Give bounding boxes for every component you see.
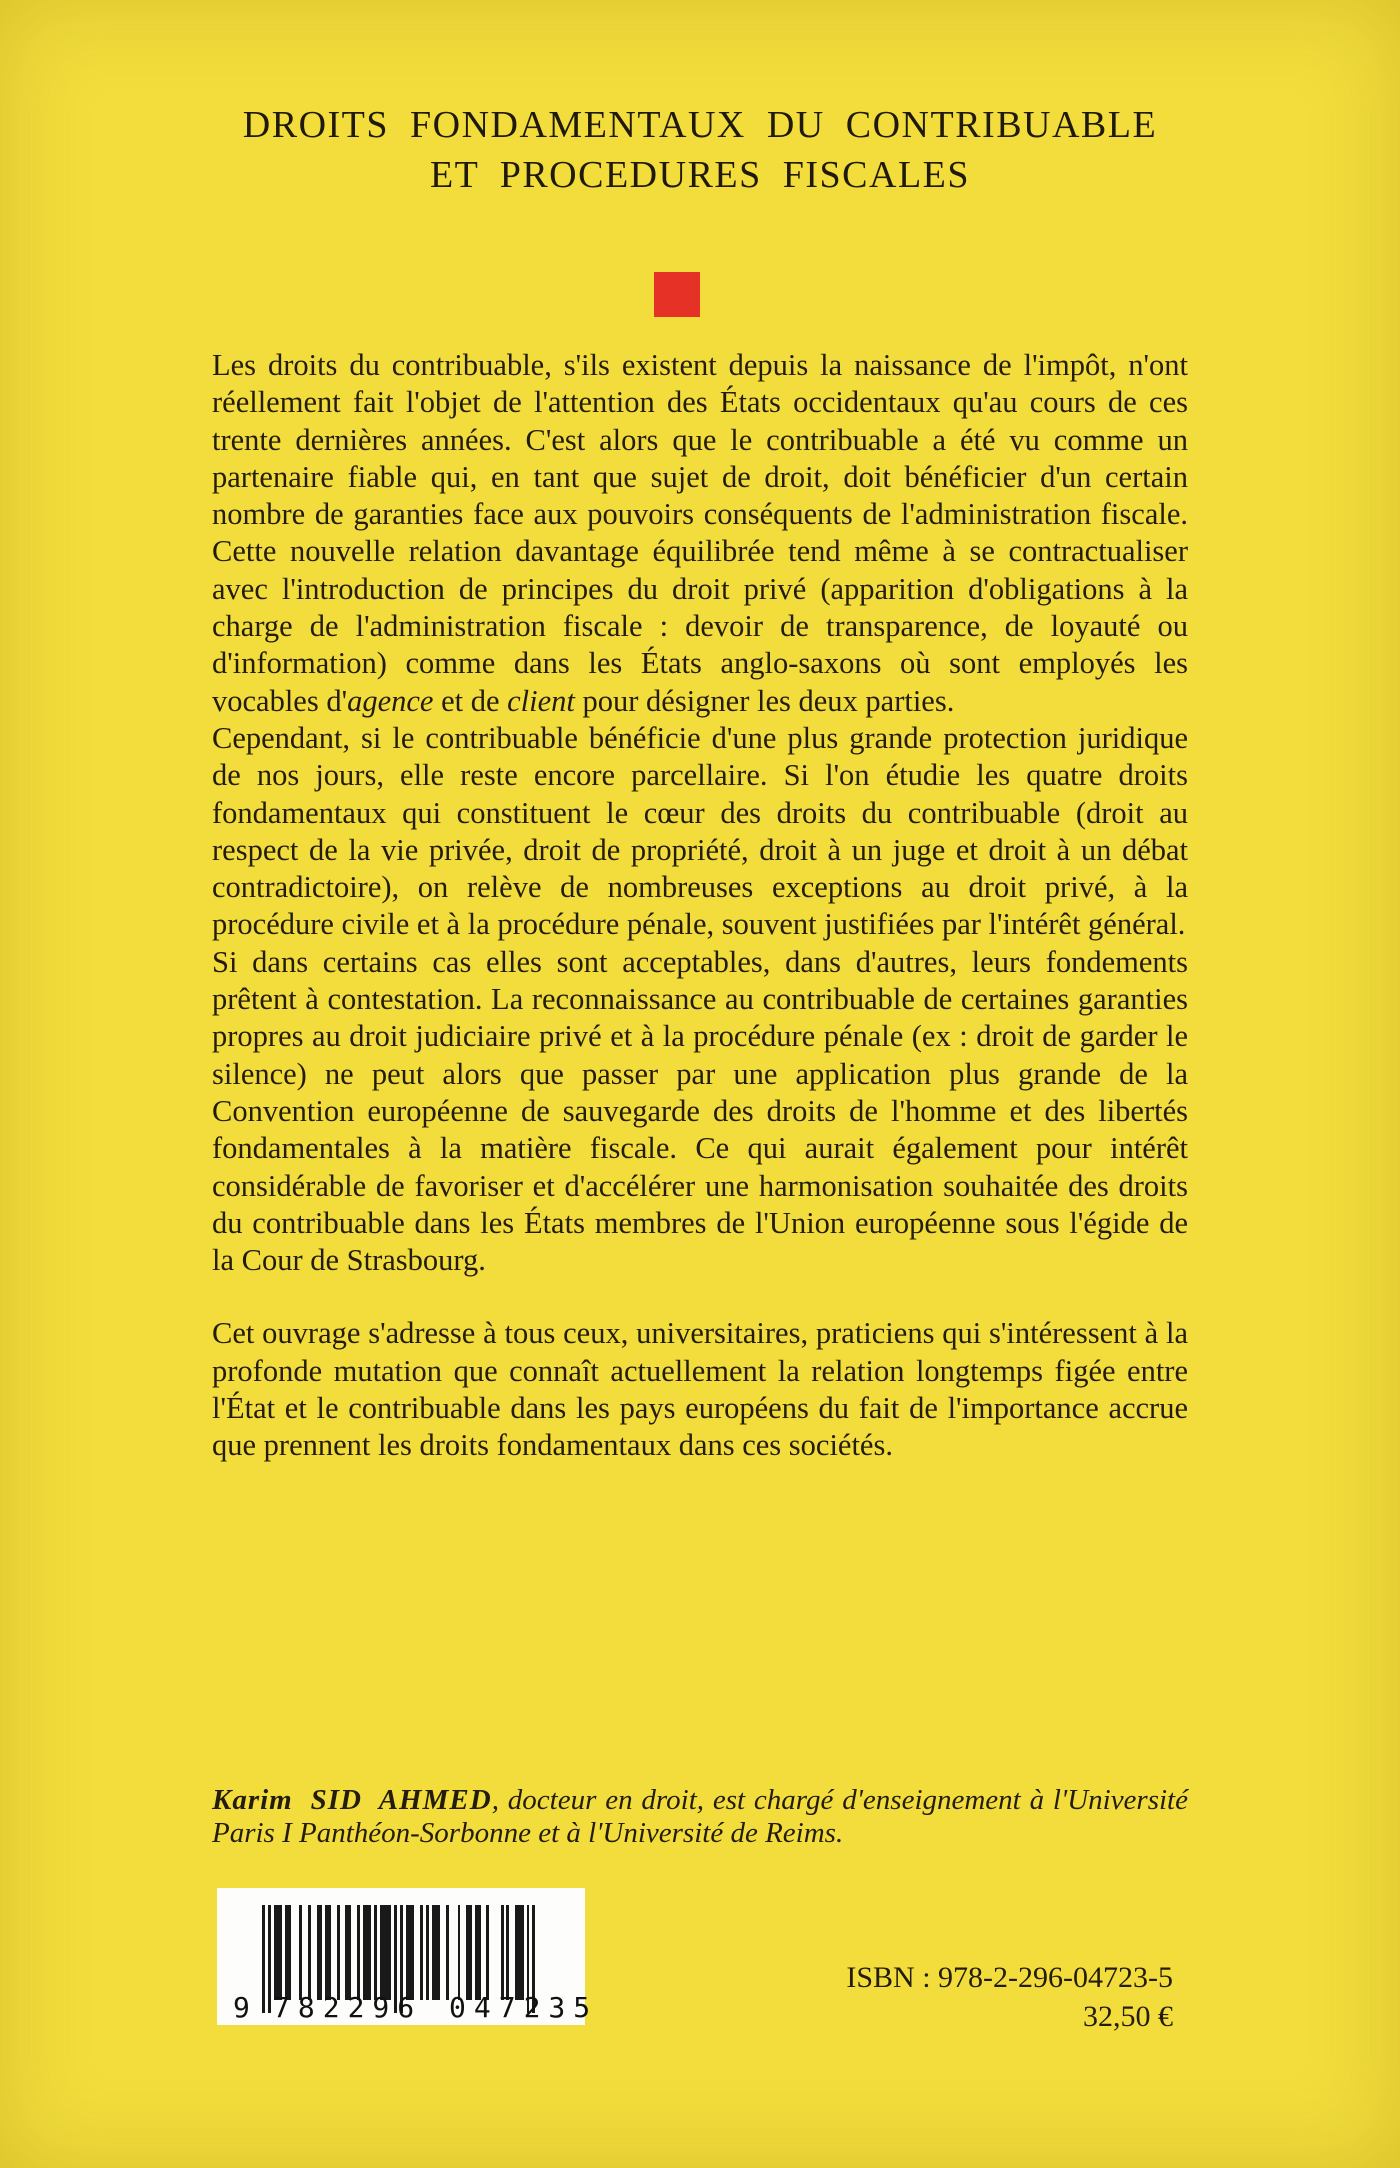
author-bio: , docteur en droit, est chargé d'enseignement à l'Université Paris I Panthéon-Sorbonne et à l'Université de Reims. <box>212 1784 1188 1849</box>
price-text: 32,50 € <box>1083 2000 1173 2033</box>
red-square-decoration <box>654 272 700 317</box>
book-title <box>0 100 1400 200</box>
synopsis-segment: et de <box>433 683 508 718</box>
synopsis-segment: Les droits du contribuable, s'ils existent depuis la naissance de l'impôt, n'ont réellement fait l'objet de l'attention des États occidentaux qu'au cours de ces trente dernières années. C'est alors que le contribuable a été vu comme un partenaire fiable qui, en tant que sujet de droit, doit bénéficier d'un certain nombre de garanties face aux pouvoirs conséquents de l'administration fiscale. Cette nouvelle relation davantage équilibrée tend même à se contractualiser avec l'introduction de principes du droit privé (apparition d'obligations à la charge de l'administration fiscale : devoir de transparence, de loyauté ou d'information) comme dans les États anglo-saxons où sont employés les vocables d' <box>212 348 1188 718</box>
synopsis-paragraph-4: Cet ouvrage s'adresse à tous ceux, universitaires, praticiens qui s'intéressent à la profonde mutation que connaît actuellement la relation longtemps figée entre l'État et le contribuable dans les pays européens du fait de l'importance accrue que prennent les droits fondamentaux dans ces sociétés. <box>212 1316 1188 1463</box>
synopsis-text <box>212 347 1188 1465</box>
book-title-line-2: ET PROCEDURES FISCALES <box>429 154 971 196</box>
isbn-price-block <box>846 1958 1173 2036</box>
synopsis-segment: pour désigner les deux parties. <box>574 683 955 718</box>
synopsis-paragraph-3: Si dans certains cas elles sont acceptables, dans d'autres, leurs fondements prêtent à contestation. La reconnaissance au contribuable de certaines garanties propres au droit judiciaire privé et à la procédure pénale (ex : droit de garder le silence) ne peut alors que passer par une application plus grande de la Convention européenne de sauvegarde des droits de l'homme et des libertés fondamentales à la matière fiscale. Ce qui aurait également pour intérêt considérable de favoriser et d'accélérer une harmonisation souhaitée des droits du contribuable dans les États membres de l'Union européenne sous l'égide de la Cour de Strasbourg. <box>212 944 1188 1278</box>
italic-term-client: client <box>507 683 575 718</box>
author-credit <box>212 1784 1188 1850</box>
barcode-digit-group2: 047235 <box>449 1991 599 2024</box>
italic-term-agence: agence <box>347 683 434 718</box>
author-name: Karim SID AHMED <box>212 1784 492 1816</box>
book-title-line-1: DROITS FONDAMENTAUX DU CONTRIBUABLE <box>242 104 1158 146</box>
barcode-digit-group1: 782296 <box>273 1991 423 2024</box>
barcode-digit-first: 9 <box>233 1991 250 2024</box>
synopsis-paragraph-1 <box>212 347 1188 720</box>
isbn-text: ISBN : 978-2-296-04723-5 <box>846 1961 1173 1994</box>
barcode <box>217 1888 599 2025</box>
synopsis-paragraph-2: Cependant, si le contribuable bénéficie d'une plus grande protection juridique de nos jours, elle reste encore parcellaire. Si l'on étudie les quatre droits fondamentaux qui constituent le cœur des droits du contribuable (droit au respect de la vie privée, droit de propriété, droit à un juge et droit à un débat contradictoire), on relève de nombreuses exceptions au droit privé, à la procédure civile et à la procédure pénale, souvent justifiées par l'intérêt général. <box>212 720 1188 942</box>
